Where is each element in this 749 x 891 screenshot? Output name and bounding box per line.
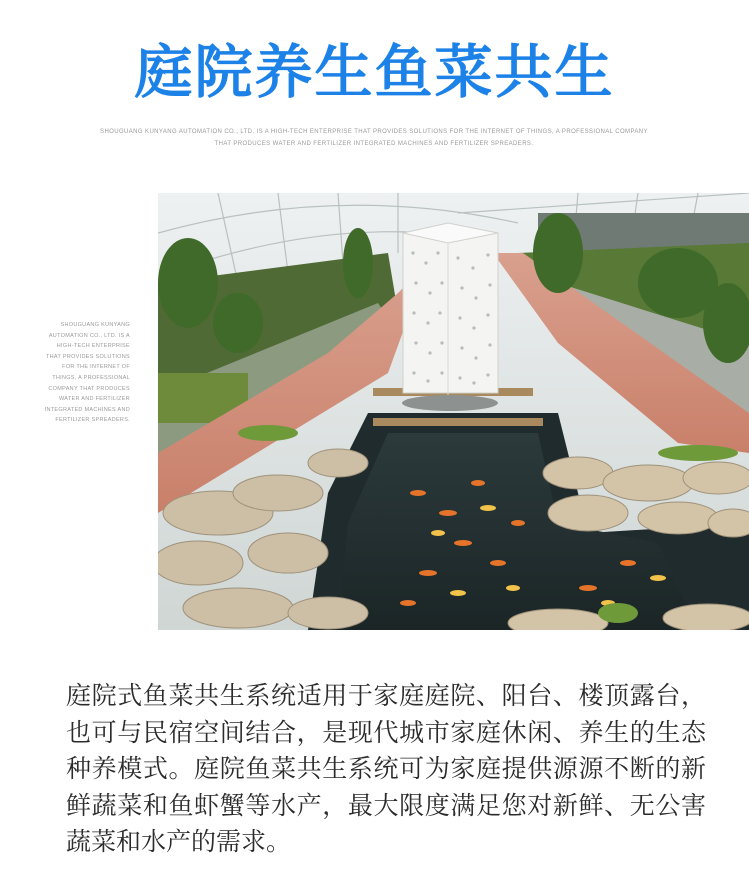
greenhouse-pond-photo: [158, 193, 749, 630]
company-tagline: SHOUGUANG KUNYANG AUTOMATION CO., LTD. IS A HIGH-TECH ENTERPRISE THAT PROVIDES SOLUTIONS FOR THE INTERNET OF THINGS, A PROFESSIONAL COMPANY THAT PRODUCES WATER AND FERTILIZER INTEGRATED MACHINES AND FERTILIZER SPREADERS.: [100, 129, 648, 147]
description-paragraph: 庭院式鱼菜共生系统适用于家庭庭院、阳台、楼顶露台，也可与民宿空间结合，是现代城市家庭休闲、养生的生态种养模式。庭院鱼菜共生系统可为家庭提供源源不断的新鲜蔬菜和鱼虾蟹等水产，最大限度满足您对新鲜、无公害蔬菜和水产的需求。: [66, 681, 706, 856]
side-note: SHOUGUANG KUNYANG AUTOMATION CO., LTD. IS A HIGH-TECH ENTERPRISE THAT PROVIDES SOLUTIONS FOR THE INTERNET OF THINGS, A PROFESSIONAL COMPANY THAT PRODUCES WATER AND FERTILIZER INTEGRATED MACHINES AND FERTILIZER SPREADERS.: [44, 322, 130, 424]
page-title: 庭院养生鱼菜共生: [134, 38, 615, 106]
